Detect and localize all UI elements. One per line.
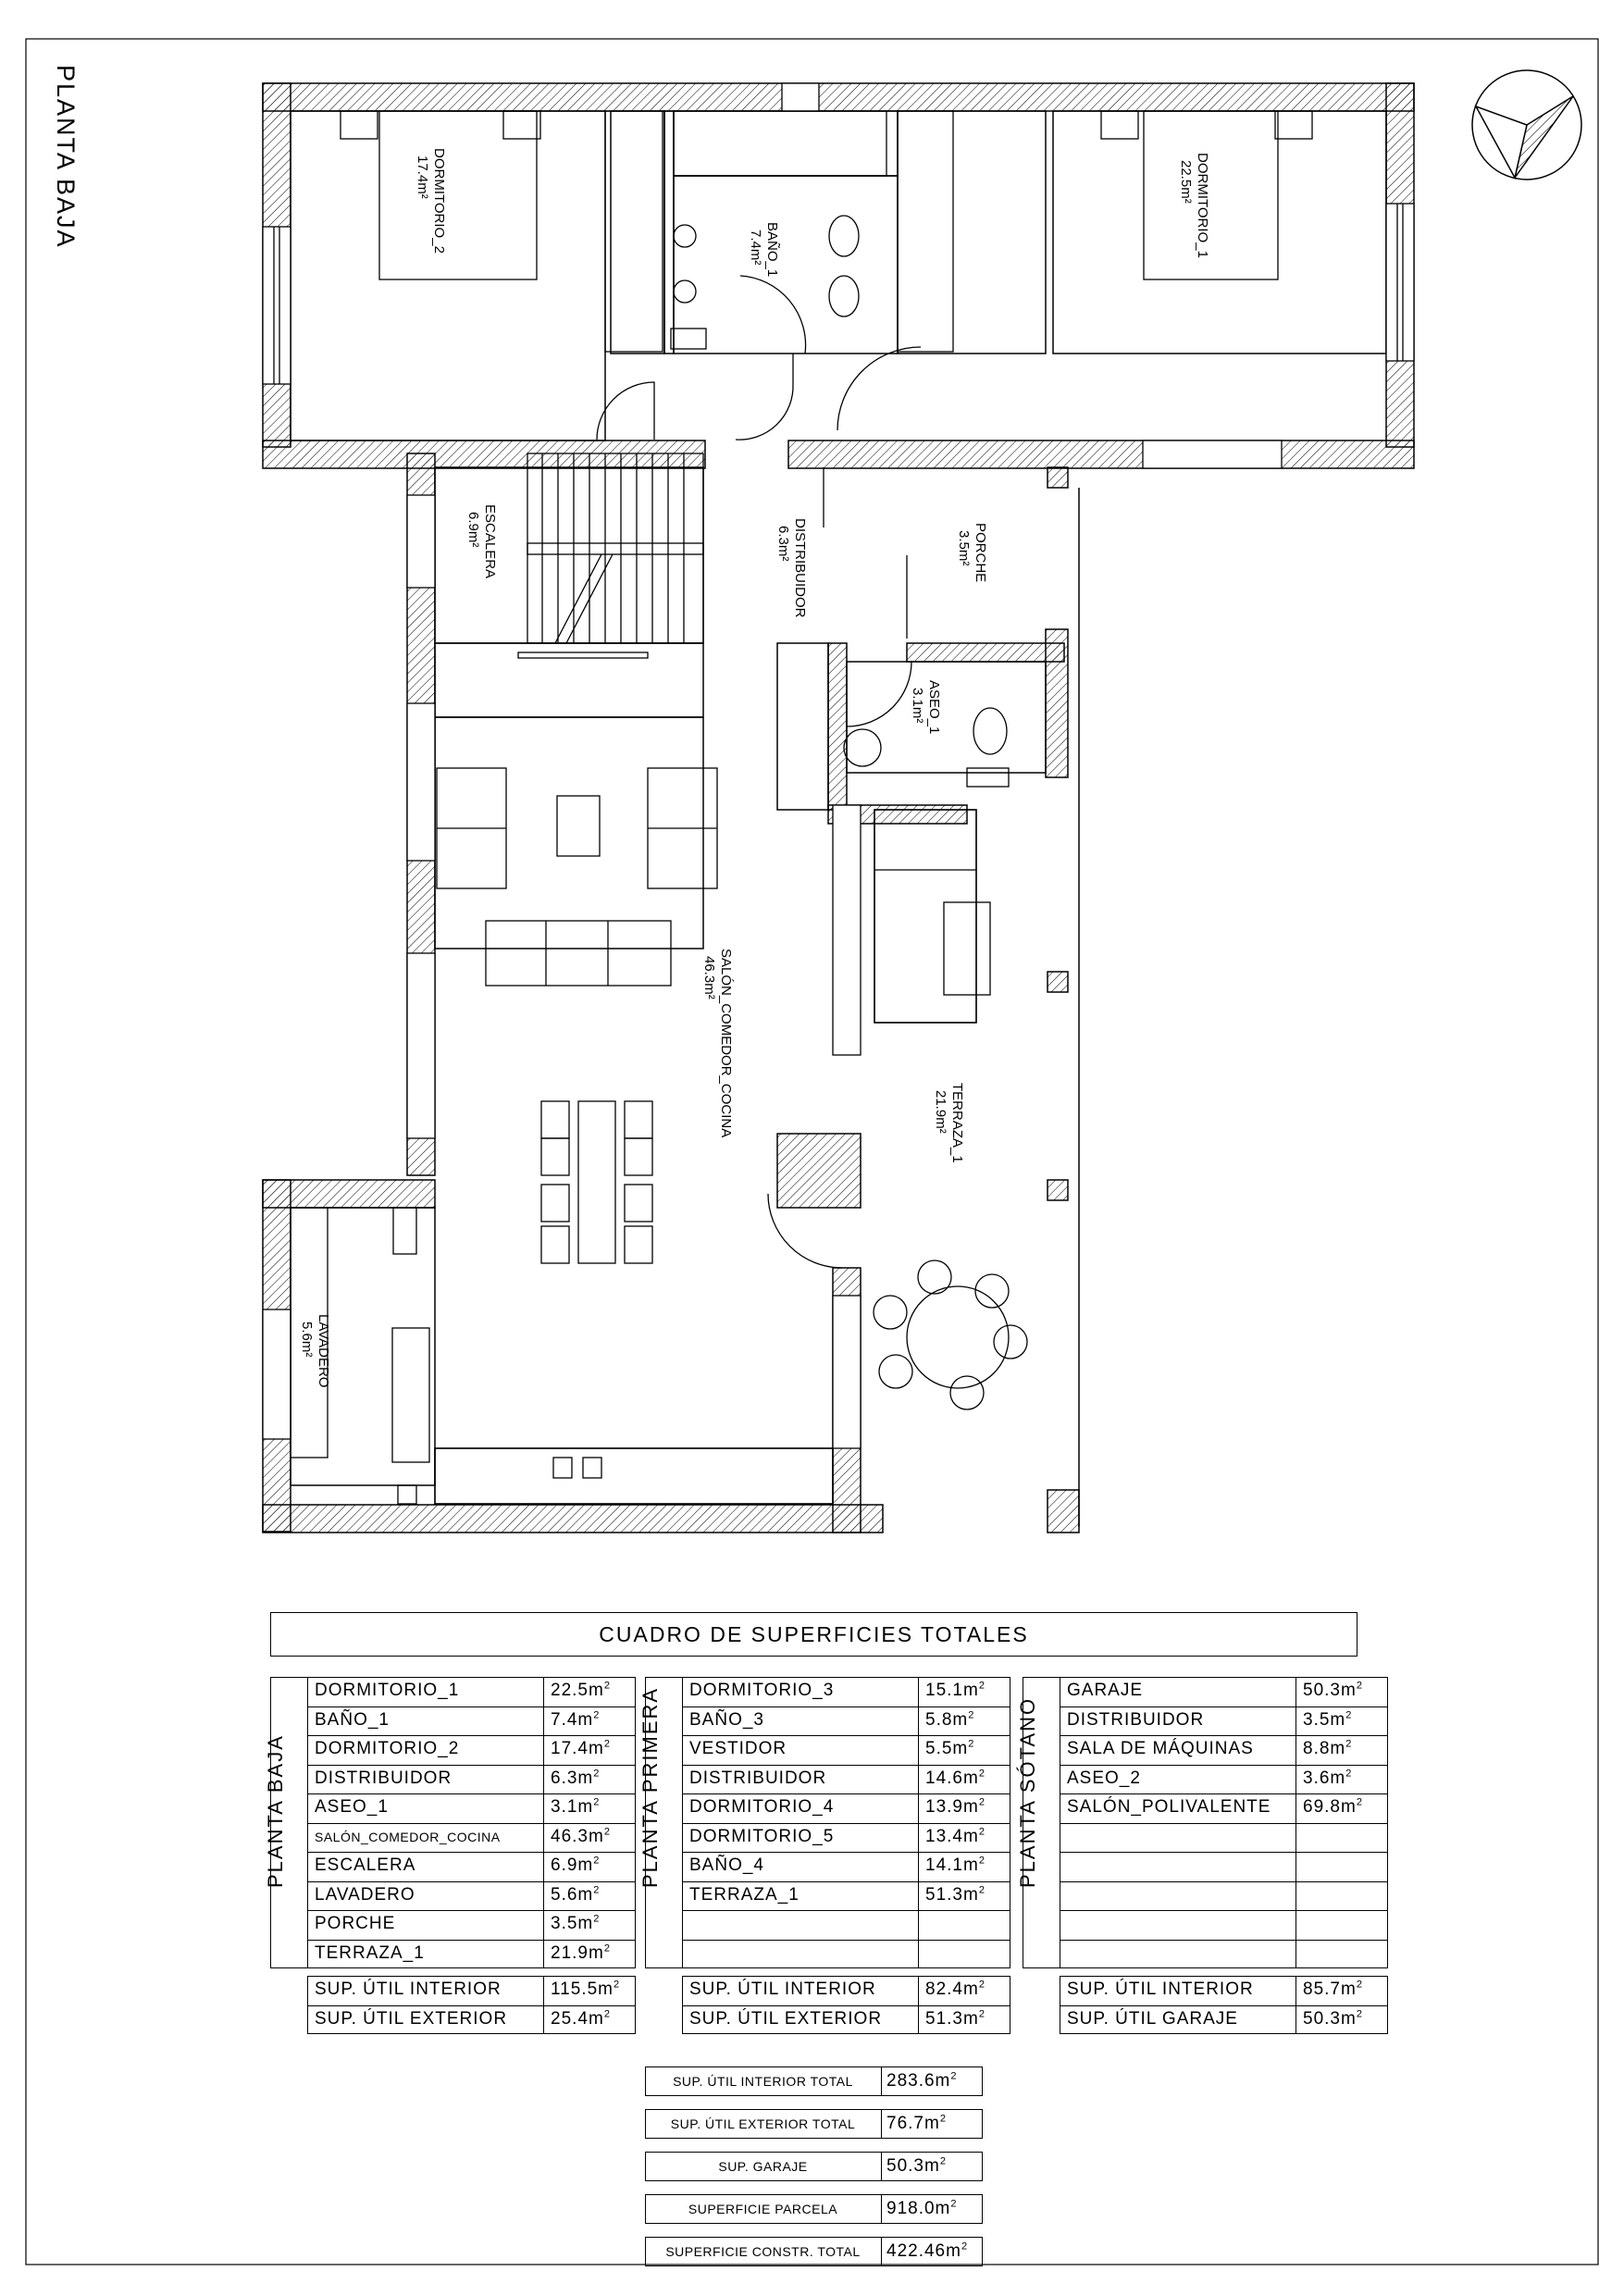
area-row-value: $51.3m^2$ [925, 1884, 986, 1905]
area-row-value: $14.6m^2$ [925, 1768, 986, 1788]
room-area-1: 7.4m² [748, 230, 763, 266]
area-row-name: LAVADERO [315, 1884, 415, 1905]
area-row-value: $6.3m^2$ [551, 1768, 601, 1788]
summary-name: SUP. ÚTIL EXTERIOR TOTAL [670, 2116, 856, 2131]
area-row-name: ESCALERA [315, 1855, 416, 1875]
area-row-value: $8.8m^2$ [1303, 1738, 1353, 1758]
room-area-7: 46.3m² [701, 956, 717, 999]
summary-value: $76.7m^2$ [886, 2113, 947, 2133]
area-row-name: DORMITORIO_2 [315, 1739, 460, 1758]
area-row-name: DISTRIBUIDOR [1067, 1709, 1205, 1730]
area-row-name: DISTRIBUIDOR [689, 1768, 827, 1788]
room-name-4: DISTRIBUIDOR [792, 518, 808, 618]
summary-value: $283.6m^2$ [886, 2070, 958, 2091]
summary-value: $50.3m^2$ [886, 2155, 947, 2176]
area-row-name: BAÑO_4 [689, 1855, 764, 1875]
room-area-6: 3.1m² [910, 688, 925, 724]
room-name-0: DORMITORIO_2 [431, 148, 447, 254]
area-row-name: DORMITORIO_3 [689, 1681, 835, 1700]
area-row-value: $6.9m^2$ [551, 1855, 601, 1875]
room-name-9: LAVADERO [316, 1314, 331, 1388]
area-row-value: $17.4m^2$ [551, 1738, 611, 1758]
summary-value: $422.46m^2$ [886, 2240, 969, 2261]
total-row-name: SUP. ÚTIL EXTERIOR [689, 2008, 883, 2029]
room-area-2: 22.5m² [1178, 160, 1194, 204]
area-row-name: SALA DE MÁQUINAS [1067, 1739, 1254, 1758]
room-area-0: 17.4m² [415, 155, 430, 199]
area-row-value: $3.5m^2$ [1303, 1709, 1353, 1730]
room-name-6: ASEO_1 [926, 680, 942, 735]
area-row-name: BAÑO_3 [689, 1709, 764, 1730]
summary-name: SUP. ÚTIL INTERIOR TOTAL [673, 2074, 853, 2089]
summary-value: $918.0m^2$ [886, 2198, 958, 2218]
area-row-value: $5.6m^2$ [551, 1884, 601, 1905]
total-row-value: $115.5m^2$ [551, 1979, 621, 1999]
area-row-value: $14.1m^2$ [925, 1855, 986, 1875]
doors [597, 276, 921, 1268]
total-row-name: SUP. ÚTIL GARAJE [1067, 2008, 1238, 2029]
room-area-5: 3.5m² [956, 530, 972, 566]
area-row-name: ASEO_1 [315, 1797, 389, 1817]
room-name-5: PORCHE [973, 523, 988, 583]
room-area-9: 5.6m² [299, 1322, 315, 1358]
total-row-value: $25.4m^2$ [551, 2008, 611, 2029]
bed-dormitorio-2 [379, 111, 537, 279]
area-row-value: $3.6m^2$ [1303, 1768, 1353, 1788]
summary-name: SUPERFICIE PARCELA [688, 2202, 838, 2216]
area-row-value: $13.4m^2$ [925, 1826, 986, 1846]
area-row-value: $5.8m^2$ [925, 1709, 975, 1730]
area-row-name: BAÑO_1 [315, 1709, 390, 1730]
room-area-4: 6.3m² [775, 526, 791, 562]
total-row-value: $51.3m^2$ [925, 2008, 986, 2029]
table-title-box [270, 1612, 1357, 1657]
area-row-name: DORMITORIO_1 [315, 1681, 460, 1700]
total-row-name: SUP. ÚTIL INTERIOR [1067, 1980, 1254, 1999]
area-row-value: $69.8m^2$ [1303, 1796, 1363, 1817]
area-row-name: TERRAZA_1 [689, 1884, 800, 1905]
room-area-8: 21.9m² [933, 1090, 948, 1134]
area-row-name: DORMITORIO_5 [689, 1826, 835, 1846]
floor-label-1: PLANTA PRIMERA [638, 1686, 662, 1888]
area-row-name: DORMITORIO_4 [689, 1797, 835, 1817]
table-title: CUADRO DE SUPERFICIES TOTALES [599, 1622, 1029, 1646]
area-row-value: $50.3m^2$ [1303, 1680, 1363, 1700]
area-row-name: ASEO_2 [1067, 1768, 1141, 1788]
area-row-name: DISTRIBUIDOR [315, 1768, 452, 1788]
summary-name: SUPERFICIE CONSTR. TOTAL [665, 2244, 861, 2259]
area-row-name: VESTIDOR [689, 1739, 787, 1758]
total-row-name: SUP. ÚTIL INTERIOR [689, 1980, 876, 1999]
room-name-2: DORMITORIO_1 [1195, 153, 1210, 258]
total-row-value: $85.7m^2$ [1303, 1979, 1363, 1999]
area-row-name: GARAJE [1067, 1681, 1144, 1700]
total-row-value: $50.3m^2$ [1303, 2008, 1363, 2029]
area-row-value: $5.5m^2$ [925, 1738, 975, 1758]
sheet-title: PLANTA BAJA [52, 65, 80, 249]
total-row-value: $82.4m^2$ [925, 1979, 986, 1999]
area-row-value: $3.5m^2$ [551, 1913, 601, 1933]
floor-label-0: PLANTA BAJA [264, 1733, 287, 1888]
area-row-name: PORCHE [315, 1914, 396, 1933]
area-row-value: $46.3m^2$ [551, 1826, 611, 1846]
north-arrow-icon [1472, 70, 1581, 180]
room-area-3: 6.9m² [465, 512, 481, 548]
area-row-value: $13.9m^2$ [925, 1796, 986, 1817]
area-row-value: $3.1m^2$ [551, 1796, 601, 1817]
area-row-value: $15.1m^2$ [925, 1680, 986, 1700]
floor-label-2: PLANTA SÓTANO [1016, 1696, 1039, 1888]
room-name-3: ESCALERA [482, 504, 498, 579]
area-row-value: $22.5m^2$ [551, 1680, 611, 1700]
total-row-name: SUP. ÚTIL INTERIOR [315, 1980, 502, 1999]
area-row-name: TERRAZA_1 [315, 1942, 425, 1963]
total-row-name: SUP. ÚTIL EXTERIOR [315, 2008, 508, 2029]
summary-name: SUP. GARAJE [718, 2159, 808, 2174]
staircase [518, 453, 703, 658]
area-row-value: $7.4m^2$ [551, 1709, 601, 1730]
room-name-1: BAÑO_1 [764, 222, 780, 278]
room-name-7: SALÓN_COMEDOR_COCINA [718, 949, 734, 1138]
room-name-8: TERRAZA_1 [949, 1083, 965, 1163]
area-row-name: SALÓN_POLIVALENTE [1067, 1797, 1271, 1817]
area-row-value: $21.9m^2$ [551, 1942, 611, 1963]
area-row-name: SALÓN_COMEDOR_COCINA [315, 1829, 501, 1844]
